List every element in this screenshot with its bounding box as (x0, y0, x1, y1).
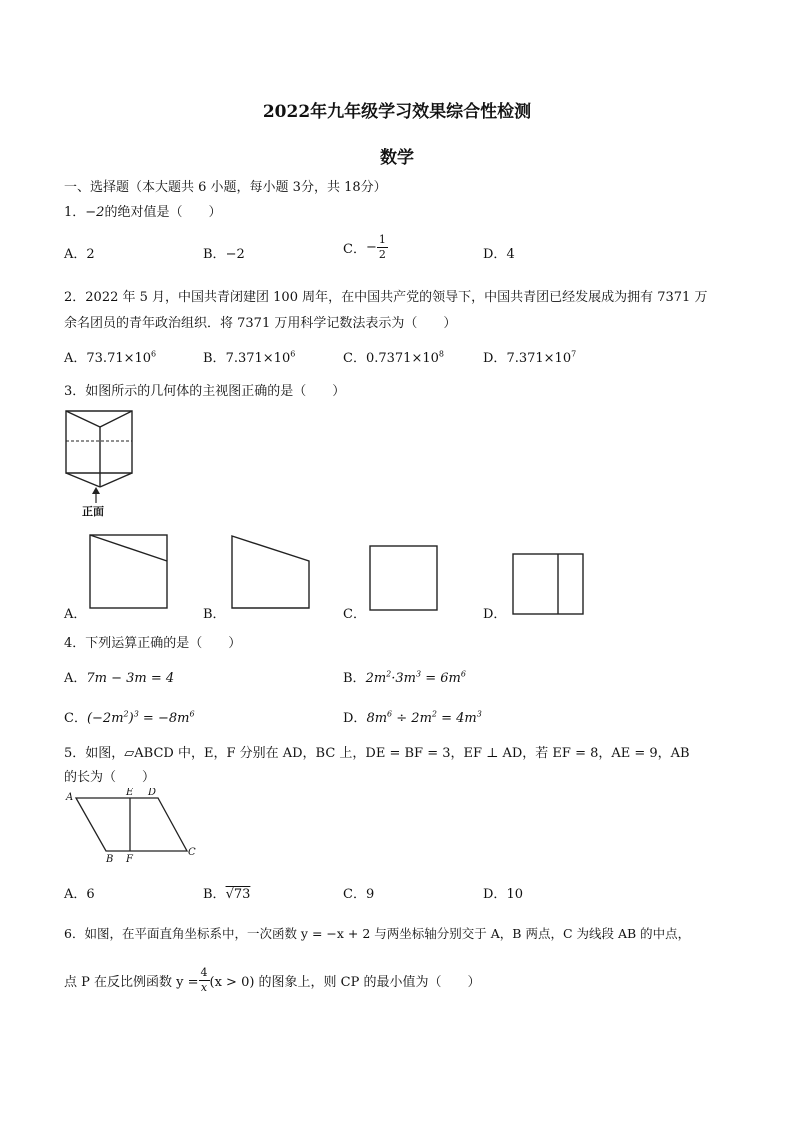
option-label: C． (64, 711, 87, 726)
option-label: C． (343, 887, 366, 902)
q3-option-d-figure[interactable] (511, 552, 586, 616)
q1-option-d[interactable] (483, 243, 515, 262)
option-value: 2 (86, 247, 95, 262)
option-value: √73 (225, 887, 251, 902)
option-value: 4 (506, 247, 515, 262)
option-label: B． (203, 247, 226, 262)
q4-option-b[interactable] (343, 667, 466, 686)
q5-option-b[interactable] (203, 883, 250, 902)
q1-number: 1． (64, 205, 86, 220)
option-label: B． (203, 351, 226, 366)
option-label: D． (483, 351, 507, 366)
option-label: A． (64, 351, 87, 366)
q4-option-c[interactable] (64, 707, 195, 726)
option-label: A． (64, 247, 87, 262)
option-value: 10 (506, 887, 523, 902)
q3-option-a-label[interactable]: A． (64, 607, 87, 622)
exponent: 7 (571, 349, 577, 359)
option-label: D． (483, 247, 507, 262)
q1-option-c[interactable] (343, 233, 388, 262)
q1-stem-text: 的绝对值是（ ） (104, 205, 222, 220)
q3-option-c-label[interactable]: C． (343, 607, 366, 622)
option-sign: − (365, 240, 377, 255)
exponent: 8 (438, 349, 444, 359)
option-value: −2 (225, 247, 245, 262)
q6-text-pre: 点 P 在反比例函数 y = (64, 975, 199, 990)
q2-option-d[interactable] (483, 347, 576, 366)
option-label: D． (483, 887, 507, 902)
q4-stem: 4．下列运算正确的是（ ） (64, 636, 242, 651)
page-title: 2022年九年级学习效果综合性检测 (262, 102, 532, 122)
option-expression: $8m^6 \div 2m^2 = 4m^3$ (366, 709, 482, 726)
q1-stem (64, 201, 221, 220)
section-heading: 一、选择题（本大题共 6 小题，每小题 3分，共 18分） (64, 180, 387, 195)
option-label: B． (203, 887, 226, 902)
q4-option-a[interactable] (64, 667, 174, 686)
q2-stem-line2: 余名团员的青年政治组织．将 7371 万用科学记数法表示为（ ） (64, 316, 457, 331)
label-d: D (148, 788, 157, 798)
prism-edge (66, 411, 100, 427)
q5-parallelogram-figure (62, 788, 202, 868)
fraction-denominator: 2 (378, 248, 386, 261)
option-label: C． (343, 242, 366, 257)
q4-option-d[interactable] (343, 707, 482, 726)
exponent: 6 (151, 349, 157, 359)
q5-option-d[interactable] (483, 883, 523, 902)
front-label: 正面 (82, 505, 104, 518)
option-label: A． (64, 671, 87, 686)
option-value: 6 (86, 887, 95, 902)
q6-text-post: (x > 0) 的图象上，则 CP 的最小值为（ ） (209, 975, 481, 990)
q2-option-a[interactable] (64, 347, 156, 366)
view-square (370, 546, 437, 610)
subject-title: 数学 (380, 148, 414, 168)
prism-edge (66, 473, 100, 487)
q5-stem-line1: 5．如图，▱ABCD 中，E，F 分别在 AD，BC 上，DE = BF = 3，EF ⊥ AD，若 EF = 8，AE = 9，AB (64, 746, 690, 761)
q5-stem-line2: 的长为（ ） (64, 770, 156, 785)
q2-option-b[interactable] (203, 347, 295, 366)
option-label: D． (343, 711, 367, 726)
fraction (199, 966, 210, 995)
q5-option-a[interactable] (64, 883, 95, 902)
prism-outline (66, 411, 132, 473)
label-c: C (188, 847, 196, 858)
view-diagonal (90, 535, 167, 561)
q3-solid-figure (60, 405, 140, 520)
q3-option-a-figure[interactable] (88, 533, 170, 611)
option-expression: $2m^2\cdot 3m^3 = 6m^6$ (365, 669, 466, 686)
q3-option-c-figure[interactable] (368, 544, 440, 612)
prism-edge (100, 473, 132, 487)
label-f: F (126, 854, 133, 865)
label-b: B (106, 854, 114, 865)
q3-option-b-figure[interactable] (229, 533, 314, 611)
fraction-numerator: 4 (200, 966, 208, 979)
q2-stem-line1: 2．2022 年 5 月，中国共青闭建团 100 周年，在中国共产党的领导下，中国共青团已经发展成为拥有 7371 万 (64, 290, 708, 305)
option-value: 0.7371×10 (365, 351, 439, 366)
q1-option-b[interactable] (203, 243, 245, 262)
option-value: 7.371×10 (506, 351, 572, 366)
option-value: 7.371×10 (225, 351, 291, 366)
exponent: 6 (290, 349, 296, 359)
option-value: 9 (365, 887, 375, 902)
q3-option-b-label[interactable]: B． (203, 607, 226, 622)
arrow-head-icon (92, 487, 100, 494)
view-rect (513, 554, 583, 614)
label-e: E (126, 788, 134, 798)
q1-option-a[interactable] (64, 243, 95, 262)
q3-option-d-label[interactable]: D． (483, 607, 507, 622)
prism-edge (100, 411, 132, 427)
q6-stem-line1: 6．如图，在平面直角坐标系中，一次函数 y = −x + 2 与两坐标轴分别交于 A，B 两点，C 为线段 AB 的中点， (64, 926, 691, 941)
parallelogram-abcd (76, 798, 187, 851)
option-label: B． (343, 671, 366, 686)
option-label: A． (64, 887, 87, 902)
q2-option-c[interactable] (343, 347, 444, 366)
label-a: A (66, 792, 74, 803)
fraction-numerator: 1 (378, 233, 386, 246)
option-value: 73.71×10 (86, 351, 152, 366)
option-expression: 7m − 3m = 4 (86, 671, 175, 686)
q5-option-c[interactable] (343, 883, 374, 902)
view-rect (90, 535, 167, 608)
fraction (377, 233, 388, 262)
option-label: C． (343, 351, 366, 366)
view-trapezoid (232, 536, 309, 608)
q6-stem-line2 (64, 966, 481, 995)
option-expression: $(-2m^2)^3 = -8m^6$ (86, 709, 195, 726)
q3-stem: 3．如图所示的几何体的主视图正确的是（ ） (64, 384, 346, 399)
q1-math: −2 (85, 205, 105, 220)
fraction-denominator: x (200, 981, 208, 994)
